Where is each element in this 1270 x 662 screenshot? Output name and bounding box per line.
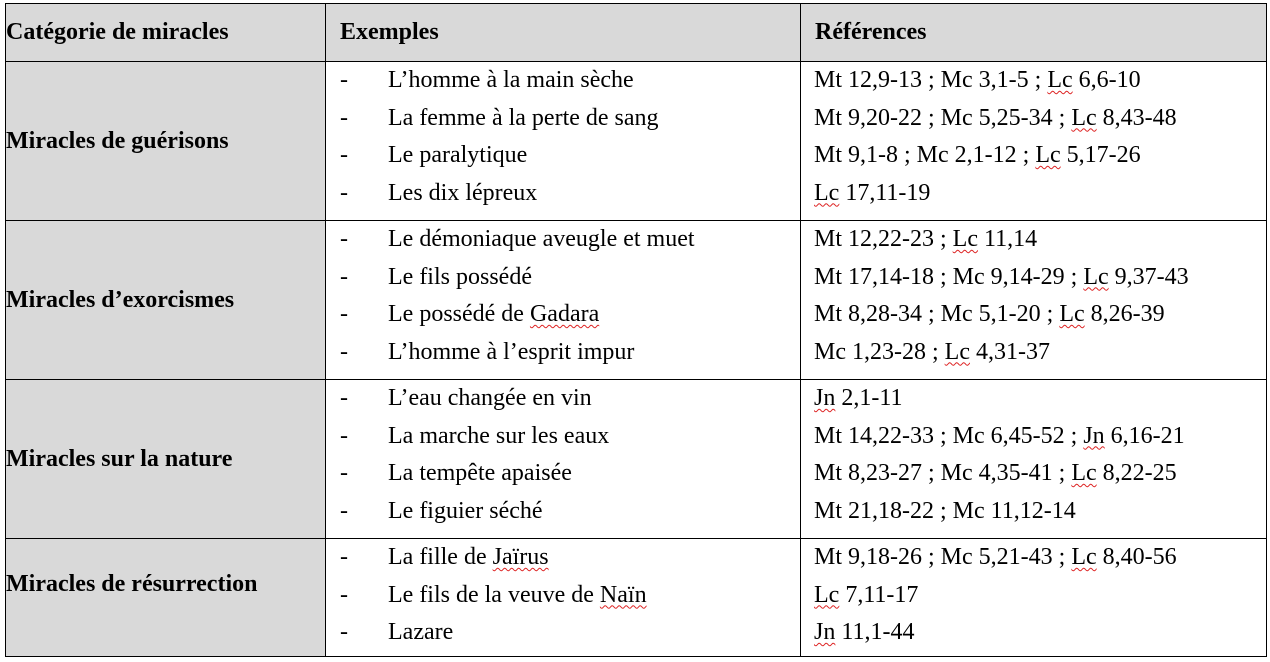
reference-item: Mc 1,23-28 ; Lc 4,31-37 bbox=[814, 338, 1050, 365]
reference-item: Mt 14,22-33 ; Mc 6,45-52 ; Jn 6,16-21 bbox=[814, 422, 1185, 449]
bullet-dash: - bbox=[340, 460, 348, 486]
bullet-dash: - bbox=[340, 385, 348, 411]
spellcheck-flagged-word: Lc bbox=[814, 581, 840, 608]
bullet-dash: - bbox=[340, 619, 348, 645]
reference-item: Mt 9,18-26 ; Mc 5,21-43 ; Lc 8,40-56 bbox=[814, 544, 1177, 570]
reference-item: Lc 17,11-19 bbox=[814, 179, 931, 206]
references-cell bbox=[801, 539, 1267, 657]
spellcheck-flagged-word: Lc bbox=[1059, 301, 1085, 327]
spellcheck-flagged-word: Jaïrus bbox=[492, 544, 549, 570]
header-references: Références bbox=[801, 4, 1267, 62]
example-text: Les dix lépreux bbox=[388, 179, 538, 206]
reference-item: Mt 12,9-13 ; Mc 3,1-5 ; Lc 6,6-10 bbox=[814, 67, 1141, 93]
references-cell bbox=[801, 380, 1267, 539]
spellcheck-flagged-word: Lc bbox=[952, 226, 978, 252]
category-cell: Miracles d’exorcismes bbox=[6, 221, 326, 380]
example-item bbox=[326, 62, 800, 100]
example-text: Lazare bbox=[388, 619, 454, 645]
spellcheck-flagged-word: Lc bbox=[1071, 460, 1097, 486]
bullet-dash: - bbox=[340, 301, 348, 327]
reference-item: Mt 17,14-18 ; Mc 9,14-29 ; Lc 9,37-43 bbox=[814, 263, 1189, 290]
example-text: L’homme à l’esprit impur bbox=[388, 338, 635, 365]
example-item bbox=[326, 221, 800, 259]
spellcheck-flagged-word: Jn bbox=[814, 385, 836, 411]
reference-item: Jn 2,1-11 bbox=[814, 385, 903, 411]
bullet-dash: - bbox=[340, 142, 348, 168]
reference-item: Jn 11,1-44 bbox=[814, 619, 915, 645]
example-text: La marche sur les eaux bbox=[388, 422, 610, 449]
reference-item: Lc 7,11-17 bbox=[814, 581, 919, 608]
bullet-dash: - bbox=[340, 104, 348, 131]
example-item bbox=[326, 100, 800, 138]
category-cell: Miracles de guérisons bbox=[6, 62, 326, 221]
spellcheck-flagged-word: Lc bbox=[1035, 142, 1061, 168]
table-row bbox=[6, 380, 1267, 539]
spellcheck-flagged-word: Jn bbox=[814, 619, 836, 645]
table-body bbox=[6, 62, 1267, 657]
example-item bbox=[326, 259, 800, 297]
examples-cell bbox=[326, 380, 801, 539]
category-cell: Miracles de résurrection bbox=[6, 539, 326, 657]
bullet-dash: - bbox=[340, 263, 348, 290]
example-item bbox=[326, 577, 800, 615]
reference-item: Mt 21,18-22 ; Mc 11,12-14 bbox=[814, 497, 1076, 524]
example-text: Le fils possédé bbox=[388, 263, 532, 290]
references-cell bbox=[801, 221, 1267, 380]
examples-cell bbox=[326, 62, 801, 221]
bullet-dash: - bbox=[340, 67, 348, 93]
example-item bbox=[326, 137, 800, 175]
header-examples: Exemples bbox=[326, 4, 801, 62]
bullet-dash: - bbox=[340, 544, 348, 570]
spellcheck-flagged-word: Gadara bbox=[529, 301, 600, 327]
spellcheck-flagged-word: Lc bbox=[1083, 263, 1109, 290]
example-item bbox=[326, 175, 800, 213]
example-text: La fille de Jaïrus bbox=[388, 544, 549, 570]
example-item bbox=[326, 614, 800, 652]
bullet-dash: - bbox=[340, 497, 348, 524]
example-text: L’eau changée en vin bbox=[388, 385, 592, 411]
reference-item: Mt 9,1-8 ; Mc 2,1-12 ; Lc 5,17-26 bbox=[814, 142, 1141, 168]
example-text: L’homme à la main sèche bbox=[388, 67, 634, 93]
example-item bbox=[326, 455, 800, 493]
spellcheck-flagged-word: Jn bbox=[1083, 422, 1105, 449]
reference-item: Mt 8,28-34 ; Mc 5,1-20 ; Lc 8,26-39 bbox=[814, 301, 1165, 327]
miracles-table bbox=[5, 3, 1267, 657]
table-row bbox=[6, 62, 1267, 221]
example-text: Le paralytique bbox=[388, 142, 528, 168]
references-cell bbox=[801, 62, 1267, 221]
header-row bbox=[6, 4, 1267, 62]
example-item bbox=[326, 334, 800, 372]
example-item bbox=[326, 493, 800, 531]
example-item bbox=[326, 539, 800, 577]
example-text: Le possédé de Gadara bbox=[388, 301, 600, 327]
category-cell: Miracles sur la nature bbox=[6, 380, 326, 539]
example-item bbox=[326, 418, 800, 456]
table-row bbox=[6, 221, 1267, 380]
spellcheck-flagged-word: Naïn bbox=[599, 581, 647, 608]
examples-cell bbox=[326, 221, 801, 380]
bullet-dash: - bbox=[340, 338, 348, 365]
reference-item: Mt 12,22-23 ; Lc 11,14 bbox=[814, 226, 1038, 252]
spellcheck-flagged-word: Lc bbox=[944, 338, 970, 365]
example-item bbox=[326, 380, 800, 418]
bullet-dash: - bbox=[340, 179, 348, 206]
example-text: Le démoniaque aveugle et muet bbox=[388, 226, 695, 252]
example-text: La tempête apaisée bbox=[388, 460, 572, 486]
example-text: Le figuier séché bbox=[388, 497, 543, 524]
examples-cell bbox=[326, 539, 801, 657]
spellcheck-flagged-word: Lc bbox=[1071, 544, 1097, 570]
reference-item: Mt 8,23-27 ; Mc 4,35-41 ; Lc 8,22-25 bbox=[814, 460, 1177, 486]
table-row bbox=[6, 539, 1267, 657]
spellcheck-flagged-word: Lc bbox=[1047, 67, 1073, 93]
spellcheck-flagged-word: Lc bbox=[1071, 104, 1097, 131]
spellcheck-flagged-word: Lc bbox=[814, 179, 840, 206]
bullet-dash: - bbox=[340, 581, 348, 608]
example-text: Le fils de la veuve de Naïn bbox=[388, 581, 647, 608]
example-item bbox=[326, 296, 800, 334]
example-text: La femme à la perte de sang bbox=[388, 104, 659, 131]
bullet-dash: - bbox=[340, 226, 348, 252]
reference-item: Mt 9,20-22 ; Mc 5,25-34 ; Lc 8,43-48 bbox=[814, 104, 1177, 131]
header-category: Catégorie de miracles bbox=[6, 4, 326, 62]
bullet-dash: - bbox=[340, 422, 348, 449]
